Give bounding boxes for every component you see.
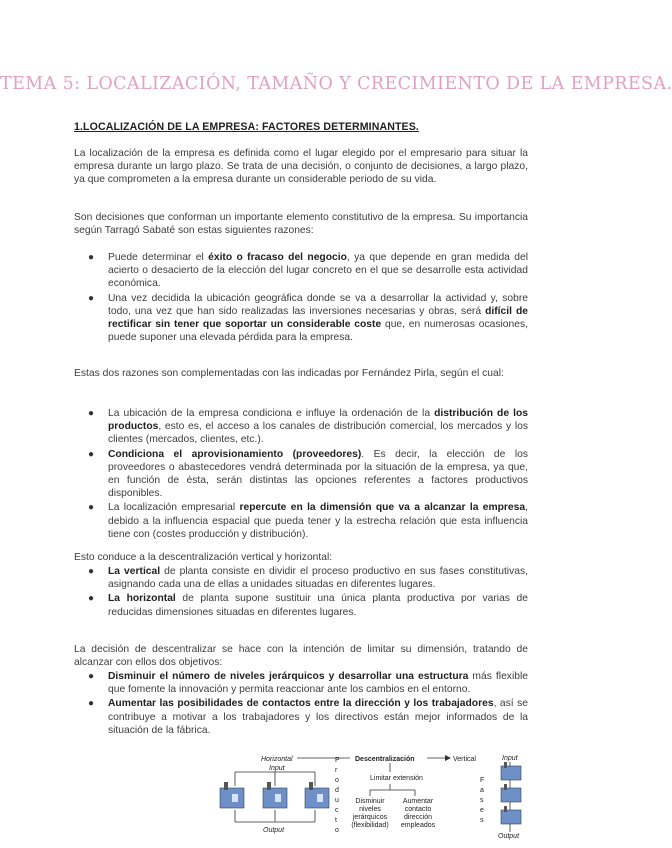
aumentar-label xyxy=(401,798,436,829)
list-item: ● La localización empresarial repercute en la dimensión que va a alcanzar la empresa, debido a la influencia espacial que pueda tener y la estrecha relación que esta influencia tiene con (costes producción y distribución). xyxy=(88,502,528,540)
svg-text:o: o xyxy=(335,777,339,784)
factory-icon xyxy=(305,782,329,808)
descentralizacion-label: Descentralización xyxy=(355,756,415,763)
list-item: ● La ubicación de la empresa condiciona e influye la ordenación de la distribución de los productos, esto es, el acceso a los canales de distribución comercial, los mercados y los clientes (mercados, clientes, etc.). xyxy=(88,408,528,446)
bullet-icon: ● xyxy=(88,593,95,605)
bullet-icon: ● xyxy=(88,566,95,577)
svg-text:c: c xyxy=(335,807,339,814)
factory-icon xyxy=(501,806,521,824)
paragraph-objetivos: La decisión de descentralizar se hace con la intención de limitar su dimensión, tratando de alcanzar con ellos dos objetivos: xyxy=(74,644,528,669)
paragraph-importance: Son decisiones que conforman un importante elemento constitutivo de la empresa. Su importancia según Tarragó Sabaté son estas siguientes razones: xyxy=(74,212,528,237)
svg-text:F: F xyxy=(480,777,485,784)
section-heading: 1.LOCALIZACIÓN DE LA EMPRESA: FACTORES DETERMINANTES. xyxy=(74,121,419,133)
vertical-label: Vertical xyxy=(453,756,476,763)
bullet-icon: ● xyxy=(88,502,95,514)
svg-text:empleados: empleados xyxy=(400,822,436,829)
svg-text:o: o xyxy=(335,827,339,834)
svg-text:s: s xyxy=(480,797,484,804)
svg-text:P: P xyxy=(335,757,340,764)
arrow-head-icon xyxy=(445,755,451,761)
output-right-label: Output xyxy=(498,833,520,840)
svg-text:s: s xyxy=(480,817,484,824)
svg-text:Aumentar: Aumentar xyxy=(402,798,434,805)
fases-label xyxy=(480,777,484,824)
importance-list xyxy=(74,251,528,345)
paragraph-definition: La localización de la empresa es definida como el lugar elegido por el empresario para situar la empresa durante un largo plazo. Se trata de una decisión, o conjunto de decisiones, a largo plazo, ya que comprometen a la empresa durante un considerable periodo de su vida. xyxy=(74,148,528,186)
svg-text:Disminuir: Disminuir xyxy=(355,798,385,805)
svg-text:jerárquicos: jerárquicos xyxy=(352,814,388,821)
svg-text:dirección: dirección xyxy=(403,814,433,821)
factory-icon xyxy=(501,762,521,780)
bullet-icon: ● xyxy=(88,292,95,304)
producto-label xyxy=(335,757,340,834)
list-item: ● Una vez decidida la ubicación geográfica donde se va a desarrollar la actividad y, sobre todo, una vez que han sido realizadas las inversiones necesarias y obras, será difícil de rectificar sin tener que soportar un considerable coste que, en numerosas ocasiones, puede suponer una elevada pérdida para la empresa. xyxy=(88,292,528,344)
bullet-icon: ● xyxy=(88,252,95,263)
factory-icon xyxy=(220,782,244,808)
objetivos-list xyxy=(74,670,528,738)
descentralizacion-list xyxy=(74,565,528,620)
svg-text:e: e xyxy=(480,807,484,814)
svg-text:d: d xyxy=(335,787,339,794)
svg-text:a: a xyxy=(480,787,484,794)
output-left-label: Output xyxy=(263,827,285,834)
pirla-list xyxy=(74,407,528,542)
svg-text:u: u xyxy=(335,797,339,804)
svg-text:(flexibilidad): (flexibilidad) xyxy=(351,822,389,829)
list-item: ● Disminuir el número de niveles jerárquicos y desarrollar una estructura más flexible que fomente la innovación y permita reaccionar ante los cambios en el entorno. xyxy=(88,671,528,696)
paragraph-pirla: Estas dos razones son complementadas con las indicadas por Fernández Pirla, según el cual: xyxy=(74,368,504,379)
page-title: TEMA 5: LOCALIZACIÓN, TAMAÑO Y CRECIMIENTO DE LA EMPRESA. xyxy=(0,74,672,94)
svg-text:r: r xyxy=(335,767,338,774)
input-right-label: Input xyxy=(502,755,518,762)
paragraph-descentralizacion: Esto conduce a la descentralización vertical y horizontal: xyxy=(74,552,333,563)
bullet-icon: ● xyxy=(88,408,95,419)
list-item: ● La vertical de planta consiste en dividir el proceso productivo en sus fases constitutivas, asignando cada una de ellas a unidades situadas en diferentes lugares. xyxy=(88,566,528,591)
bullet-icon: ● xyxy=(88,448,95,460)
list-item: ● La horizontal de planta supone sustituir una única planta productiva por varias de reducidas dimensiones situadas en diferentes lugares. xyxy=(88,593,528,618)
bullet-icon: ● xyxy=(88,671,95,682)
horizontal-label: Horizontal xyxy=(261,756,293,763)
limitar-label: Limitar extensión xyxy=(370,775,423,782)
bullet-icon: ● xyxy=(88,698,95,710)
descentralizacion-diagram xyxy=(205,752,545,842)
svg-text:niveles: niveles xyxy=(359,806,381,813)
svg-text:contacto: contacto xyxy=(404,806,432,813)
disminuir-label xyxy=(351,798,388,829)
list-item: ● Aumentar las posibilidades de contactos entre la dirección y los trabajadores, así se contribuye a motivar a los trabajadores y los directivos están mejor informados de la situación de la fábrica. xyxy=(88,698,528,736)
factory-icon xyxy=(501,784,521,802)
list-item: ● Condiciona el aprovisionamiento (proveedores). Es decir, la elección de los proveedores o abastecedores vendrá determinada por la situación de la empresa, ya que, en función de ésta, serán distintas las opciones referentes a factores productivos disponibles. xyxy=(88,448,528,500)
list-item: ● Puede determinar el éxito o fracaso del negocio, ya que depende en gran medida del acierto o desacierto de la elección del lugar concreto en el que se desarrolle esta actividad económica. xyxy=(88,252,529,290)
svg-text:t: t xyxy=(335,817,337,824)
input-left-label: Input xyxy=(269,765,285,772)
